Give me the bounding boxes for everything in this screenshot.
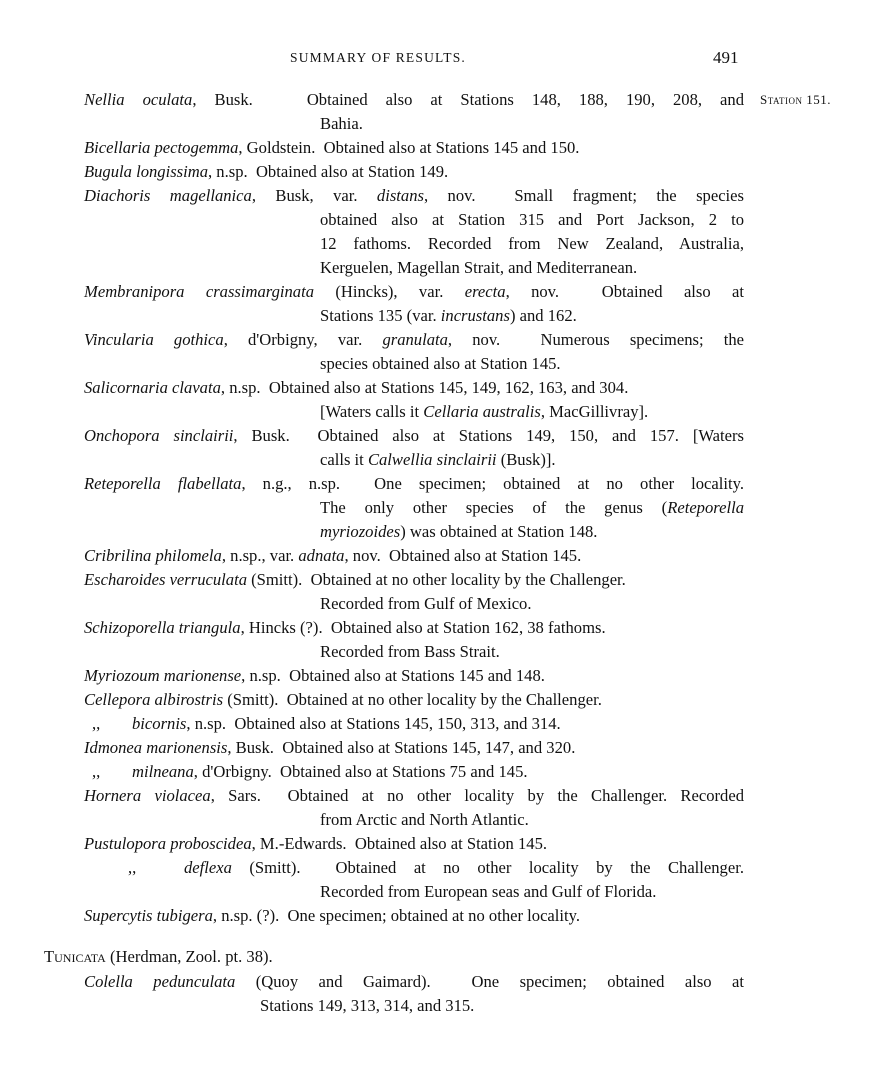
list-item — [84, 376, 744, 400]
species-note: Obtained also at Station 145. — [389, 546, 582, 565]
species-name: milneana — [132, 762, 194, 781]
species-authority: (Quoy and Gaimard). — [235, 972, 431, 991]
species-authority: , Sars. — [210, 786, 261, 805]
species-name: Membranipora crassimarginata — [84, 282, 315, 301]
species-authority: , Busk. — [227, 738, 274, 757]
list-item-continuation — [84, 880, 744, 904]
species-authority: , Busk, var. — [251, 186, 358, 205]
species-note: Small fragment; the species — [514, 186, 744, 205]
species-note: One specimen; obtained at no other locality. — [374, 474, 744, 493]
species-note-continued: 12 fathoms. Recorded from New Zealand, Australia, — [320, 234, 744, 253]
list-item — [84, 280, 744, 304]
list-item — [84, 88, 744, 112]
list-item-continuation — [84, 520, 744, 544]
species-note-continued: Recorded from Gulf of Mexico. — [320, 594, 532, 613]
species-list — [0, 88, 880, 1018]
species-name: Salicornaria clavata — [84, 378, 221, 397]
list-item — [84, 184, 744, 208]
list-item — [84, 328, 744, 352]
species-name: Reteporella flabellata — [84, 474, 242, 493]
species-note: Obtained also at Stations 145 and 148. — [289, 666, 545, 685]
species-note-continued: (Busk)]. — [496, 450, 556, 469]
running-head: SUMMARY OF RESULTS. — [290, 50, 466, 65]
list-item — [84, 544, 744, 568]
list-item — [84, 616, 744, 640]
list-item — [84, 424, 744, 448]
species-name: Supercytis tubigera — [84, 906, 213, 925]
species-note-continued: ) and 162. — [509, 306, 577, 325]
list-item-continuation — [84, 994, 744, 1018]
species-note-continued: from Arctic and North Atlantic. — [320, 810, 529, 829]
species-note: Obtained at no other locality by the Challenger. — [335, 858, 744, 877]
species-note-continued: , MacGillivray]. — [540, 402, 649, 421]
species-note-continued: Kerguelen, Magellan Strait, and Mediterranean. — [320, 258, 638, 277]
species-note: Obtained also at Stations 149, 150, and 157. [Waters — [317, 426, 744, 445]
species-note: One specimen; obtained also at — [471, 972, 744, 991]
species-authority: , n.sp. — [241, 666, 281, 685]
species-name: Diachoris magellanica — [84, 186, 252, 205]
species-name: Idmonea marionensis — [84, 738, 228, 757]
list-item — [84, 568, 744, 592]
species-note: Obtained also at Stations 148, 188, 190, 208, and — [306, 90, 744, 109]
section-reference: (Herdman, Zool. pt. 38). — [105, 947, 273, 966]
list-item-continuation — [84, 400, 744, 424]
species-note: Obtained also at Station 162, 38 fathoms. — [330, 618, 606, 637]
list-item — [84, 736, 744, 760]
species-authority: , Hincks (?). — [240, 618, 323, 637]
species-note: Obtained also at Stations 145, 149, 162, 163, and 304. — [268, 378, 629, 397]
species-note: Obtained at no other locality by the Challenger. — [310, 570, 626, 589]
species-authority: , n.g., n.sp. — [241, 474, 341, 493]
species-authority: (Smitt). — [231, 858, 301, 877]
species-note: Obtained also at Stations 145 and 150. — [323, 138, 580, 157]
species-name: Nellia oculata — [84, 90, 193, 109]
species-name: Bicellaria pectogemma — [84, 138, 239, 157]
synonym-name: Calwellia sinclairii — [367, 450, 497, 469]
species-note: Obtained also at — [601, 282, 745, 301]
list-item-continuation — [84, 232, 744, 256]
variety-tail: , nov. — [447, 330, 501, 349]
list-item-continuation — [84, 808, 744, 832]
species-authority: , M.-Edwards. — [251, 834, 347, 853]
species-authority: , n.sp. — [186, 714, 227, 733]
synonym-name: Cellaria australis — [423, 402, 541, 421]
species-authority: , Busk. — [233, 426, 290, 445]
variety-name: incrustans — [440, 306, 510, 325]
species-name: Onchopora sinclairii — [84, 426, 234, 445]
species-note-continued: Recorded from Bass Strait. — [320, 642, 500, 661]
page-number: 491 — [713, 48, 739, 67]
species-authority: , n.sp., var. — [221, 546, 295, 565]
species-authority: (Smitt). — [223, 690, 279, 709]
species-note: Numerous specimens; the — [540, 330, 745, 349]
list-item-continuation — [84, 448, 744, 472]
species-authority: , Goldstein. — [238, 138, 316, 157]
species-name: Escharoides verruculata — [84, 570, 247, 589]
section-title: Tunicata — [44, 947, 106, 966]
list-item — [84, 472, 744, 496]
species-name: Vincularia gothica — [84, 330, 224, 349]
ditto-mark: ,, — [92, 714, 101, 733]
species-note: Obtained at no other locality by the Challenger. — [286, 690, 602, 709]
species-note: Obtained at no other locality by the Challenger. Recorded — [287, 786, 745, 805]
list-item-continuation — [84, 592, 744, 616]
species-name: Cellepora albirostris — [84, 690, 224, 709]
species-note-continued: Stations 135 (var. — [320, 306, 437, 325]
species-name: myriozoides — [320, 522, 401, 541]
species-note-continued: ) was obtained at Station 148. — [400, 522, 598, 541]
section-heading — [44, 944, 880, 970]
list-item — [84, 970, 744, 994]
species-note-continued: species obtained also at Station 145. — [320, 354, 561, 373]
variety-tail: , nov. — [505, 282, 560, 301]
species-note: Obtained also at Station 145. — [354, 834, 548, 853]
species-authority: , Busk. — [192, 90, 253, 109]
species-authority: , n.sp. — [208, 162, 248, 181]
species-authority: (Smitt). — [247, 570, 303, 589]
ditto-mark: ,, — [92, 762, 101, 781]
margin-station-note: Station 151. — [760, 92, 832, 107]
list-item — [84, 136, 744, 160]
list-item-continuation — [84, 640, 744, 664]
species-note-continued: Stations 149, 313, 314, and 315. — [260, 996, 475, 1015]
species-authority: , n.sp. (?). — [212, 906, 280, 925]
list-item — [84, 688, 744, 712]
genus-name: Reteporella — [667, 498, 744, 517]
species-name: Bugula longissima — [84, 162, 208, 181]
species-note-continued: The only other species of the genus ( — [320, 498, 668, 517]
list-item-continuation — [84, 352, 744, 376]
ditto-mark: ,, — [128, 858, 137, 877]
species-authority: , n.sp. — [220, 378, 261, 397]
species-name: Myriozoum marionense — [84, 666, 242, 685]
variety-tail: , nov. — [344, 546, 381, 565]
species-note-continued: obtained also at Station 315 and Port Jackson, 2 to — [320, 210, 744, 229]
list-item-continuation — [84, 256, 744, 280]
species-note-continued: Bahia. — [320, 114, 363, 133]
species-note: Obtained also at Stations 145, 147, and 320. — [282, 738, 576, 757]
list-item — [84, 760, 744, 784]
list-item — [84, 664, 744, 688]
species-name: bicornis — [132, 714, 187, 733]
list-item — [84, 712, 744, 736]
species-authority: , d'Orbigny. — [193, 762, 272, 781]
list-item-continuation — [84, 496, 744, 520]
variety-name: distans — [376, 186, 424, 205]
list-item — [84, 904, 744, 928]
species-name: Cribrilina philomela — [84, 546, 222, 565]
species-note: Obtained also at Stations 145, 150, 313, and 314. — [234, 714, 561, 733]
list-item-continuation — [84, 304, 744, 328]
variety-name: erecta — [464, 282, 506, 301]
list-item — [84, 832, 744, 856]
variety-tail: , nov. — [423, 186, 476, 205]
list-item-continuation — [84, 112, 744, 136]
species-authority: (Hincks), var. — [314, 282, 444, 301]
variety-name: granulata — [382, 330, 448, 349]
species-name: Hornera violacea — [84, 786, 211, 805]
species-name: Schizoporella triangula — [84, 618, 241, 637]
variety-name: adnata — [298, 546, 345, 565]
species-name: deflexa — [184, 858, 232, 877]
page-header — [0, 48, 880, 72]
list-item-continuation — [84, 208, 744, 232]
species-note: One specimen; obtained at no other locality. — [287, 906, 580, 925]
list-item — [84, 160, 744, 184]
species-note-continued: [Waters calls it — [320, 402, 420, 421]
list-item — [84, 784, 744, 808]
list-item — [84, 856, 744, 880]
species-note: Obtained also at Station 149. — [255, 162, 449, 181]
species-name: Pustulopora proboscidea — [84, 834, 252, 853]
species-note-continued: Recorded from European seas and Gulf of Florida. — [320, 882, 657, 901]
species-note-continued: calls it — [320, 450, 364, 469]
species-name: Colella pedunculata — [84, 972, 236, 991]
species-authority: , d'Orbigny, var. — [223, 330, 363, 349]
species-note: Obtained also at Stations 75 and 145. — [280, 762, 528, 781]
